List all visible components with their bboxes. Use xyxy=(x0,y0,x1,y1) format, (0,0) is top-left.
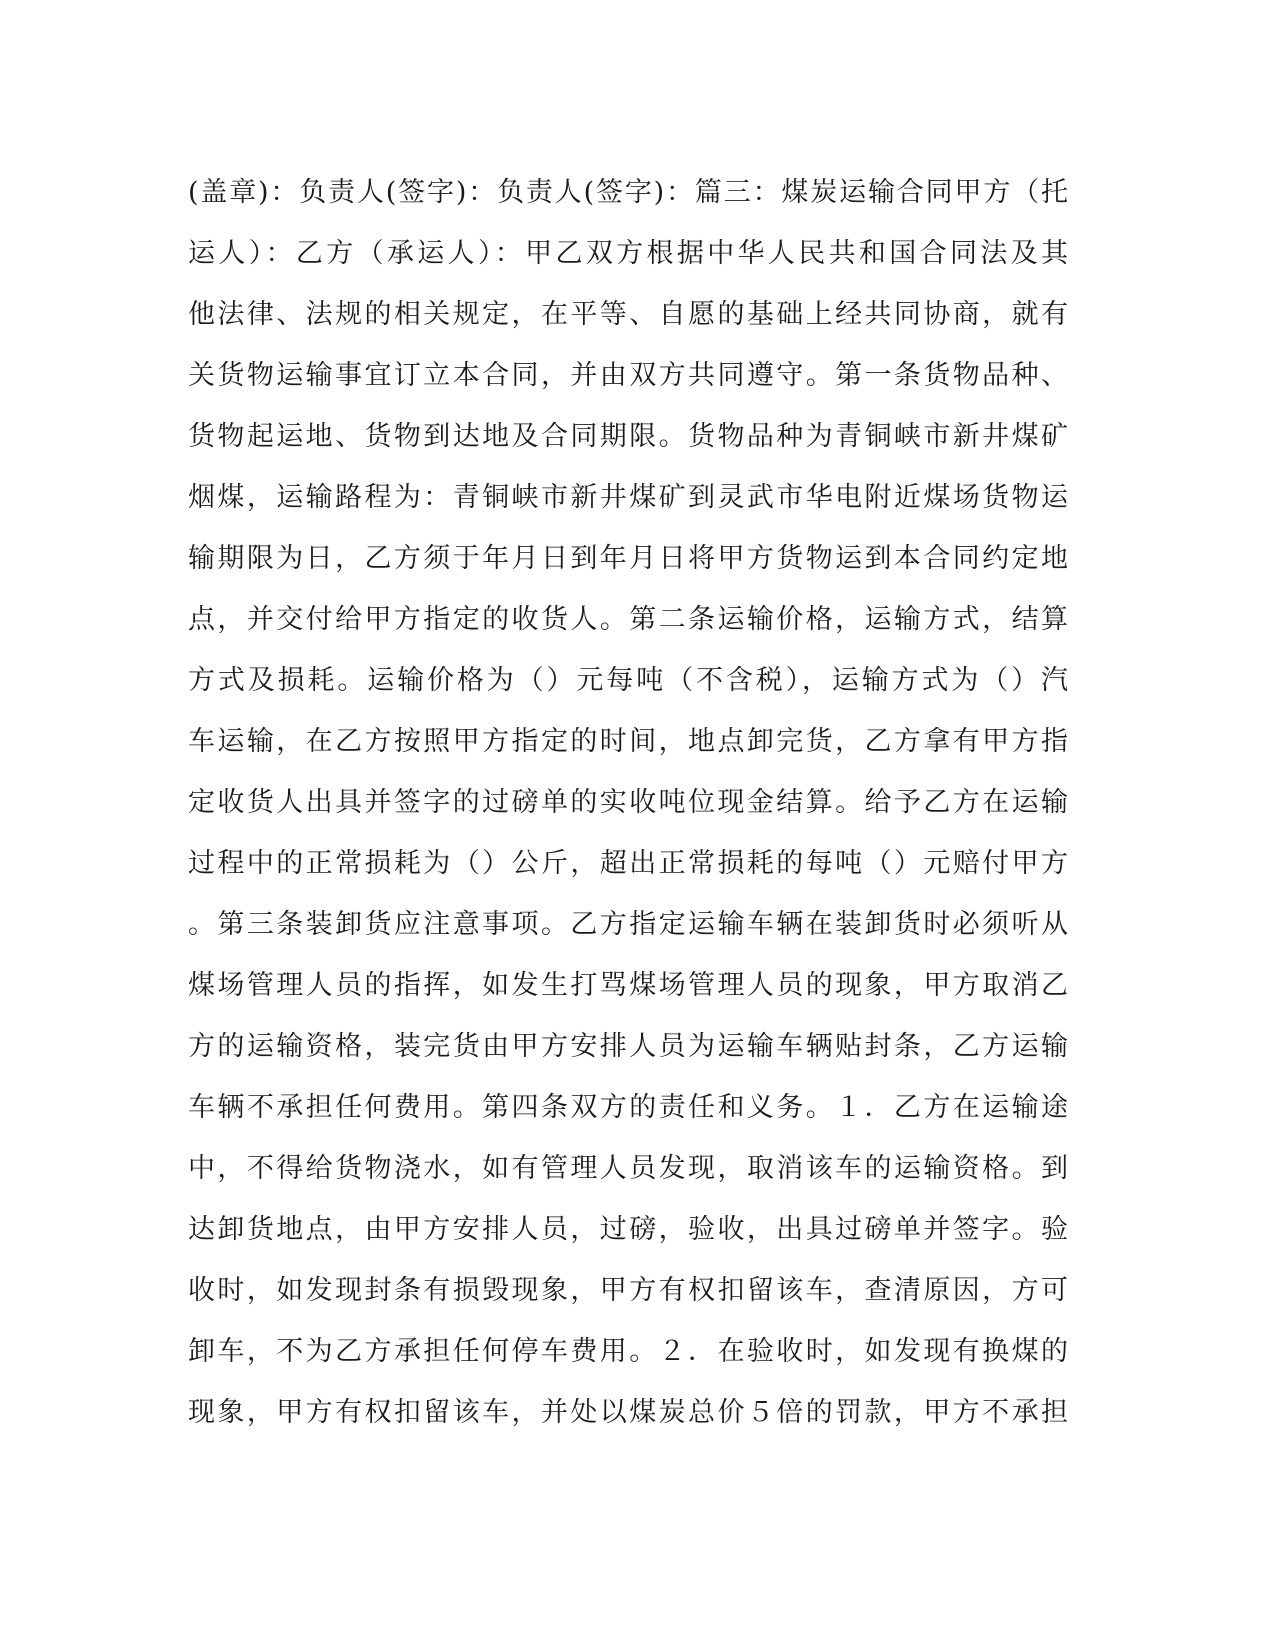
text-line: 方式及损耗。运输价格为（）元每吨（不含税），运输方式为（）汽 xyxy=(188,665,1068,696)
contract-body-text xyxy=(188,162,1068,1443)
text-line: 收时，如发现封条有损毁现象，甲方有权扣留该车，查清原因，方可 xyxy=(188,1275,1068,1306)
text-line: 方的运输资格，装完货由甲方安排人员为运输车辆贴封条，乙方运输 xyxy=(188,1031,1068,1062)
text-line: 货物起运地、货物到达地及合同期限。货物品种为青铜峡市新井煤矿 xyxy=(188,421,1068,452)
text-line: 点，并交付给甲方指定的收货人。第二条运输价格，运输方式，结算 xyxy=(188,604,1068,635)
text-line: 现象，甲方有权扣留该车，并处以煤炭总价５倍的罚款，甲方不承担 xyxy=(188,1397,1068,1428)
text-line: 定收货人出具并签字的过磅单的实收吨位现金结算。给予乙方在运输 xyxy=(188,787,1068,818)
text-line: 。第三条装卸货应注意事项。乙方指定运输车辆在装卸货时必须听从 xyxy=(188,909,1068,940)
text-line: 运人）：乙方（承运人）：甲乙双方根据中华人民共和国合同法及其 xyxy=(188,238,1068,269)
text-line: (盖章)：负责人(签字)：负责人(签字)：篇三：煤炭运输合同甲方（托 xyxy=(188,177,1068,208)
text-line: 输期限为日，乙方须于年月日到年月日将甲方货物运到本合同约定地 xyxy=(188,543,1068,574)
text-line: 车辆不承担任何费用。第四条双方的责任和义务。１．乙方在运输途 xyxy=(188,1092,1068,1123)
text-line: 达卸货地点，由甲方安排人员，过磅，验收，出具过磅单并签字。验 xyxy=(188,1214,1068,1245)
text-line: 车运输，在乙方按照甲方指定的时间，地点卸完货，乙方拿有甲方指 xyxy=(188,726,1068,757)
text-line: 关货物运输事宜订立本合同，并由双方共同遵守。第一条货物品种、 xyxy=(188,360,1068,391)
text-line: 烟煤，运输路程为：青铜峡市新井煤矿到灵武市华电附近煤场货物运 xyxy=(188,482,1068,513)
text-line: 他法律、法规的相关规定，在平等、自愿的基础上经共同协商，就有 xyxy=(188,299,1068,330)
text-line: 卸车，不为乙方承担任何停车费用。２．在验收时，如发现有换煤的 xyxy=(188,1336,1068,1367)
text-line: 中，不得给货物浇水，如有管理人员发现，取消该车的运输资格。到 xyxy=(188,1153,1068,1184)
text-line: 过程中的正常损耗为（）公斤，超出正常损耗的每吨（）元赔付甲方 xyxy=(188,848,1068,879)
text-line: 煤场管理人员的指挥，如发生打骂煤场管理人员的现象，甲方取消乙 xyxy=(188,970,1068,1001)
